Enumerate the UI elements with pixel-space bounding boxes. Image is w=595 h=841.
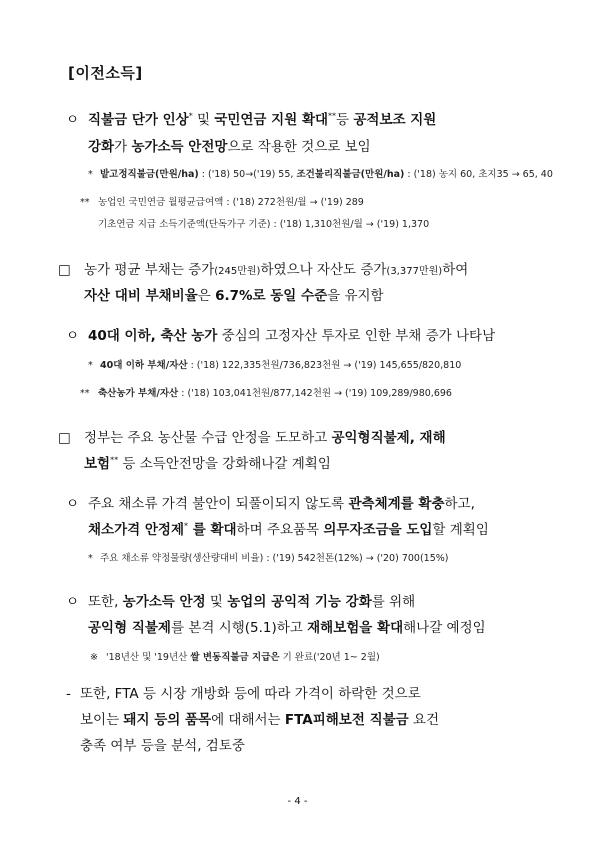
section-title: [이전소득] xyxy=(68,64,143,82)
p7-line-3: 충족 여부 등을 분석, 검토중 xyxy=(80,738,245,754)
bullet-circle: ㅇ xyxy=(66,496,80,512)
p5-line-1: ㅇ 주요 채소류 가격 불안이 되풀이되지 않도록 관측체계를 확충하고, xyxy=(66,492,595,517)
p1-line-1: ㅇ 직불금 단가 인상* 및 국민연금 지원 확대**등 공적보조 지원 xyxy=(66,108,595,133)
note-4: ** 축산농가 부채/자산 : ('18) 103,041천원/877,142천원 → ('19) 109,289/980,696 xyxy=(80,385,595,403)
note-marker: ** xyxy=(80,388,90,399)
bullet-square: □ xyxy=(58,430,71,446)
p7-line-2: 보이는 돼지 등의 품목에 대해서는 FTA피해보전 직불금 요건 xyxy=(80,712,440,728)
p4-line-1: □ 정부는 주요 농산물 수급 안정을 도모하고 공익형직불제, 재해 xyxy=(58,426,595,451)
note-6: ※ '18년산 및 '19년산 쌀 변동직불금 지급은 기 완료('20년 1~ 2월) xyxy=(90,649,595,667)
bullet-circle: ㅇ xyxy=(66,328,80,344)
p6-line-1: ㅇ 또한, 농가소득 안정 및 농업의 공익적 기능 강화를 위해 xyxy=(66,590,595,615)
bullet-circle: ㅇ xyxy=(66,112,80,128)
p5-line-2: 채소가격 안정제* 를 확대하며 주요품목 의무자조금을 도입할 계획임 xyxy=(88,521,489,538)
note-marker: * xyxy=(88,169,93,180)
note-5: * 주요 채소류 약정물량(생산량대비 비율) : ('19) 542천톤(12%) → ('20) 700(15%) xyxy=(88,550,595,568)
p4-line-2: 보험** 등 소득안전망을 강화해나갈 계획임 xyxy=(84,455,331,472)
note-2-line-2: 기초연금 지급 소득기준액(단독가구 기준) : ('18) 1,310천원/월 → ('19) 1,370 xyxy=(98,219,430,230)
p1-line-2: 강화가 농가소득 안전망으로 작용한 것으로 보임 xyxy=(88,139,371,155)
dash-marker: - xyxy=(66,686,71,702)
bullet-circle: ㅇ xyxy=(66,594,80,610)
bullet-square: □ xyxy=(58,262,71,278)
page-number: - 4 - xyxy=(287,796,308,807)
p7-line-1: - 또한, FTA 등 시장 개방화 등에 따라 가격이 하락한 것으로 xyxy=(66,682,595,707)
p2-line-1: □ 농가 평균 부채는 증가(245만원)하였으나 자산도 증가(3,377만원)하여 xyxy=(58,258,595,284)
note-marker: ** xyxy=(80,197,90,208)
note-3: * 40대 이하 부채/자산 : ('18) 122,335천원/736,823천원 → ('19) 145,655/820,810 xyxy=(88,357,595,375)
p3-line-1: ㅇ 40대 이하, 축산 농가 중심의 고정자산 투자로 인한 부채 증가 나타남 xyxy=(66,324,595,349)
note-marker: * xyxy=(88,360,93,371)
p2-line-2: 자산 대비 부채비율은 6.7%로 동일 수준을 유지함 xyxy=(84,288,384,304)
note-2-line-1: ** 농업인 국민연금 월평균급여액 : ('18) 272천원/월 → ('19) 289 xyxy=(80,194,595,212)
p6-line-2: 공익형 직불제를 본격 시행(5.1)하고 재해보험을 확대해나갈 예정임 xyxy=(88,620,486,636)
note-marker: * xyxy=(88,553,93,564)
note-1: * 밭고정직불금(만원/ha) : ('18) 50→('19) 55, 조건불리직불금(만원/ha) : ('18) 농지 60, 초지35 → 65, 40 xyxy=(88,166,595,184)
reference-mark: ※ xyxy=(90,652,98,663)
